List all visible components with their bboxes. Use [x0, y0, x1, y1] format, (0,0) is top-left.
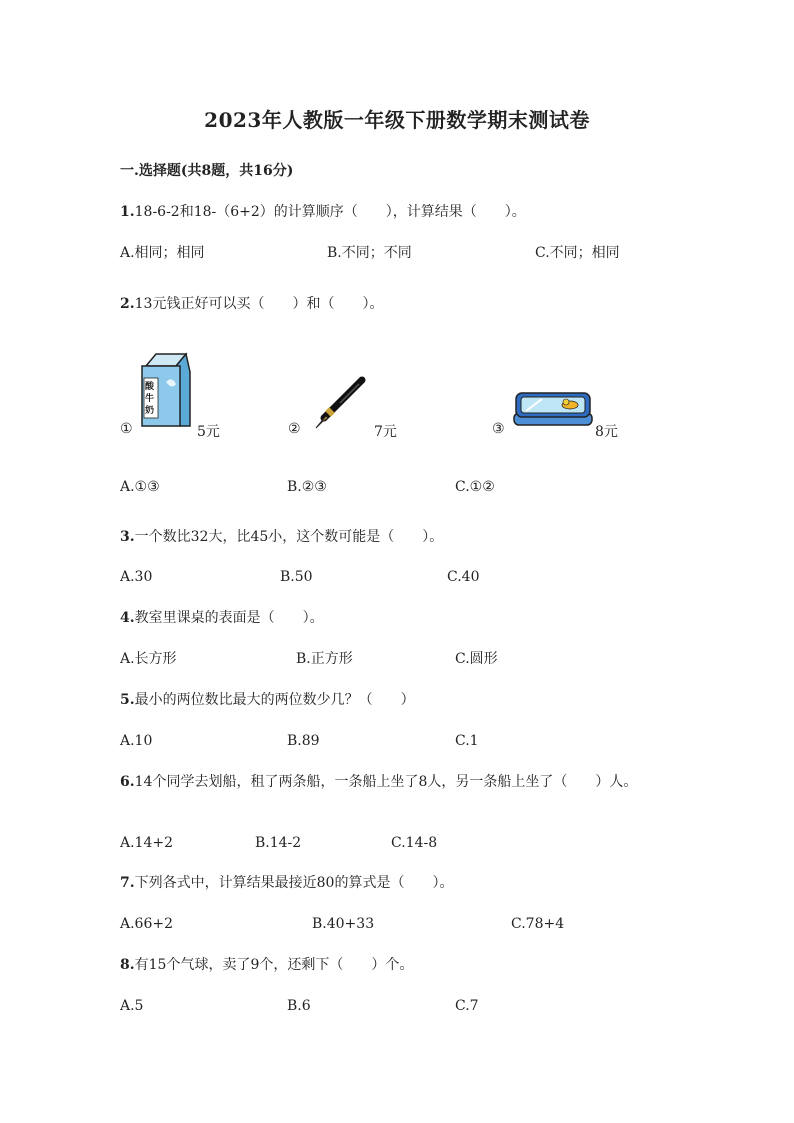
question-number: 5.: [120, 692, 135, 708]
option-a: A.30: [120, 569, 153, 585]
item-mark-1: ①: [120, 421, 133, 437]
option-c: C.7: [455, 998, 479, 1014]
question-number: 2.: [120, 296, 135, 312]
question-8: [120, 955, 690, 975]
question-4: [120, 608, 690, 628]
question-text: 一个数比32大，比45小，这个数可能是（ ）。: [134, 529, 444, 545]
question-text: 教室里课桌的表面是（ ）。: [134, 610, 324, 626]
question-6: [120, 772, 690, 792]
page-title: 2023年人教版一年级下册数学期末测试卷: [204, 108, 590, 132]
option-b: B.14-2: [255, 835, 302, 851]
option-c: C.1: [455, 733, 479, 749]
option-c: C.圆形: [455, 651, 498, 667]
question-3: [120, 527, 690, 547]
option-c: C.78+4: [511, 916, 565, 932]
option-a: A.5: [120, 998, 144, 1014]
item-price-1: 5元: [197, 424, 220, 440]
fountain-pen-icon: [310, 374, 370, 434]
question-2: [120, 294, 690, 314]
question-text: 有15个气球，卖了9个，还剩下（ ）个。: [134, 957, 414, 973]
question-5: [120, 690, 690, 710]
option-b: B.89: [287, 733, 320, 749]
question-number: 7.: [120, 875, 135, 891]
option-b: B.50: [280, 569, 313, 585]
option-c: C.14-8: [391, 835, 438, 851]
question-number: 4.: [120, 610, 135, 626]
option-a: A.10: [120, 733, 153, 749]
option-a: A.14+2: [120, 835, 174, 851]
question-text: 最小的两位数比最大的两位数少几？（ ）: [134, 692, 415, 708]
question-text: 14个同学去划船，租了两条船，一条船上坐了8人，另一条船上坐了（ ）人。: [134, 774, 638, 790]
option-c: C.不同；相同: [535, 245, 620, 261]
item-mark-2: ②: [288, 421, 301, 437]
question-text: 下列各式中，计算结果最接近80的算式是（ ）。: [134, 875, 454, 891]
item-mark-3: ③: [492, 421, 505, 437]
question-text: 18-6-2和18-（6+2）的计算顺序（ ），计算结果（ ）。: [134, 204, 526, 220]
option-b: B.不同；不同: [327, 245, 412, 261]
option-a: A.长方形: [120, 651, 177, 667]
question-number: 6.: [120, 774, 135, 790]
option-a: A.①③: [120, 479, 160, 495]
question-number: 3.: [120, 529, 135, 545]
question-number: 8.: [120, 957, 135, 973]
pencil-case-icon: [512, 391, 594, 427]
section-title: 一.选择题(共8题，共16分): [120, 163, 294, 179]
option-b: B.6: [287, 998, 311, 1014]
option-b: B.40+33: [312, 916, 375, 932]
option-c: C.①②: [455, 479, 495, 495]
question-number: 1.: [120, 204, 135, 220]
option-b: B.正方形: [296, 651, 353, 667]
option-a: A.66+2: [120, 916, 174, 932]
option-a: A.相同；相同: [120, 245, 205, 261]
item-price-2: 7元: [374, 424, 397, 440]
question-text: 13元钱正好可以买（ ）和（ ）。: [134, 296, 384, 312]
item-price-3: 8元: [595, 424, 618, 440]
option-b: B.②③: [287, 479, 327, 495]
question-7: [120, 873, 690, 893]
option-c: C.40: [447, 569, 480, 585]
milk-carton-label: 酸牛奶: [145, 382, 155, 416]
question-1: [120, 202, 690, 222]
